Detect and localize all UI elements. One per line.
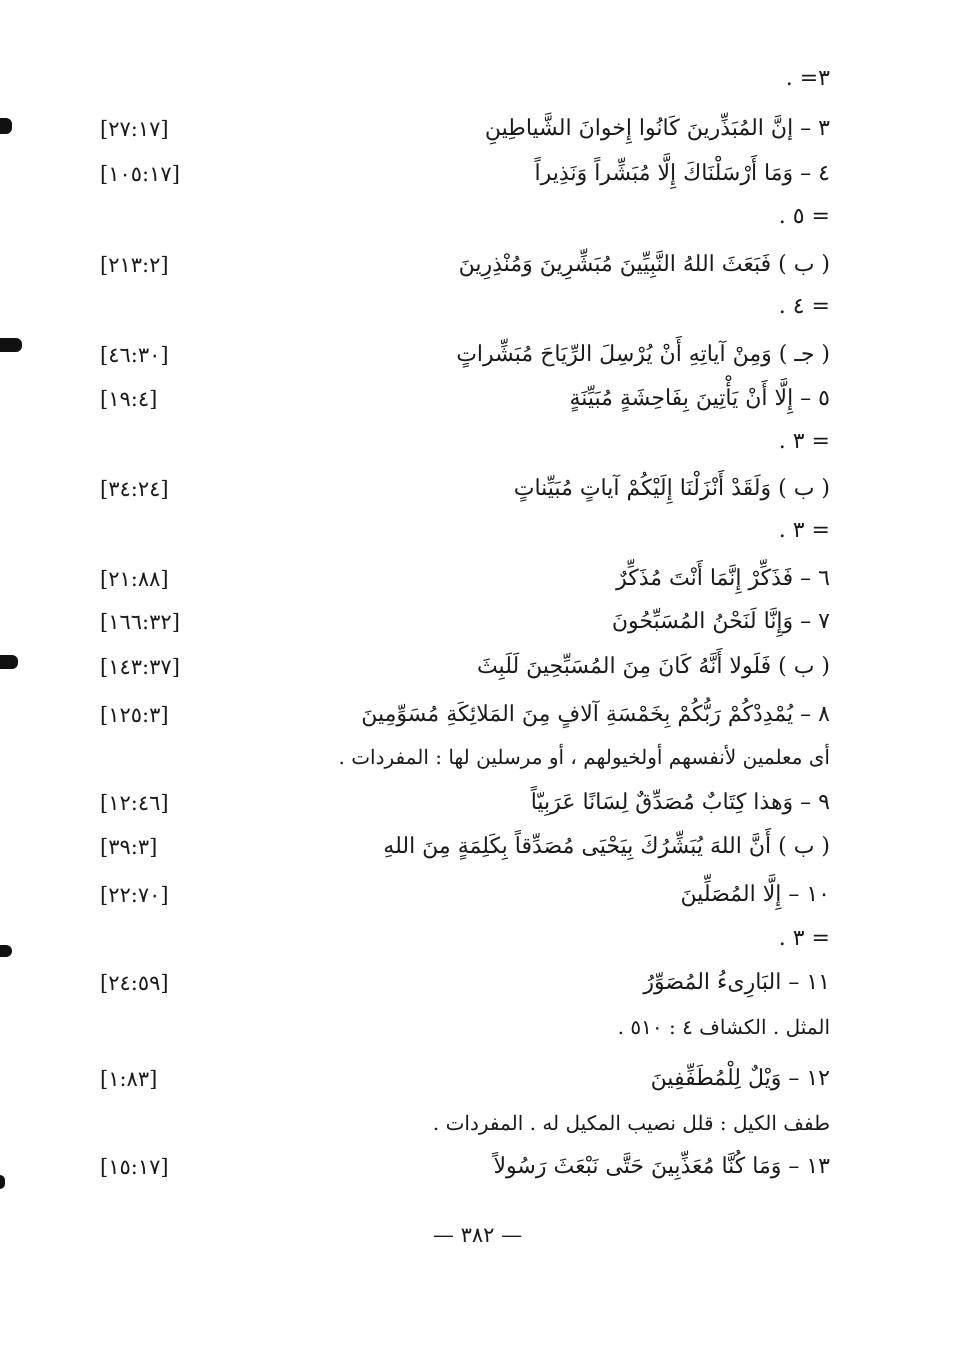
verse-line [100, 338, 830, 372]
verse-reference: [١٢٥:٣] [100, 703, 169, 727]
verse-text: ٥ – إِلَّا أَنْ يَأْتِينَ بِفَاحِشَةٍ مُبَيِّنَةٍ [569, 386, 830, 411]
verse-reference: [١٤٣:٣٧] [100, 655, 180, 679]
verse-line [100, 605, 830, 639]
verse-reference: [٢١:٨٨] [100, 567, 169, 591]
scan-mark [0, 1175, 5, 1189]
line-text: = ٣ . [778, 926, 830, 951]
verse-line [100, 157, 830, 191]
line-text: = ٣ . [778, 429, 830, 454]
text-line [100, 514, 830, 548]
verse-line [100, 650, 830, 684]
verse-text: ( جـ ) وَمِنْ آياتِهِ أَنْ يُرْسِلَ الرِّيَاحَ مُبَشِّراتٍ [456, 342, 830, 367]
verse-text: ٣ – إنَّ المُبَذِّرينَ كَانُوا إِخوانَ الشَّياطِينِ [484, 116, 830, 141]
verse-text: ( ب ) فَبَعَثَ اللهُ النَّبِيِّينَ مُبَشِّرِينَ وَمُنْذِرِينَ [458, 252, 830, 277]
note-text: أى معلمين لأنفسهم أولخيولهم ، أو مرسلين لها : المفردات . [338, 745, 830, 769]
verse-text: ٧ – وَإِنَّا لَنَحْنُ المُسَبِّحُونَ [611, 609, 830, 634]
note-line [100, 740, 830, 774]
verse-line [100, 698, 830, 732]
verse-line [100, 472, 830, 506]
scan-mark [0, 655, 18, 669]
verse-line [100, 112, 830, 146]
note-text: طفف الكيل : قلل نصيب المكيل له . المفردات . [432, 1111, 830, 1135]
verse-line [100, 562, 830, 596]
verse-text: ١٣ – وَمَا كُنَّا مُعَذِّبِينَ حَتَّى نَبْعَثَ رَسُولاً [493, 1154, 830, 1179]
verse-reference: [٣٤:٢٤] [100, 477, 169, 501]
verse-text: ١١ – البَارِىءُ المُصَوِّرُ [643, 970, 830, 995]
scan-mark [0, 945, 12, 957]
verse-reference: [١٠٥:١٧] [100, 162, 180, 186]
verse-reference: [٢٤:٥٩] [100, 971, 169, 995]
verse-line [100, 248, 830, 282]
verse-reference: [٢٧:١٧] [100, 117, 169, 141]
verse-text: ٦ – فَذَكِّرْ إِنَّمَا أَنْتَ مُذَكِّرٌ [616, 566, 830, 591]
text-line [100, 425, 830, 459]
verse-reference: [١:٨٣] [100, 1067, 158, 1091]
verse-reference: [١٢:٤٦] [100, 791, 169, 815]
verse-reference: [٢٢:٧٠] [100, 883, 169, 907]
text-line [100, 290, 830, 324]
verse-reference: [١٦٦:٣٢] [100, 610, 180, 634]
verse-reference: [١٥:١٧] [100, 1155, 169, 1179]
verse-line [100, 830, 830, 864]
line-text: = ٤ . [778, 294, 830, 319]
verse-text: ١٠ – إِلَّا المُصَلِّينَ [680, 882, 830, 907]
text-line [100, 62, 830, 96]
verse-line [100, 878, 830, 912]
verse-reference: [٤٦:٣٠] [100, 343, 169, 367]
line-text: = ٥ . [778, 204, 830, 229]
line-text: ٣= . [785, 66, 830, 91]
note-line [100, 1106, 830, 1140]
verse-line [100, 1062, 830, 1096]
verse-text: ٤ – وَمَا أَرْسَلْنَاكَ إِلَّا مُبَشِّراً وَنَذِيراً [534, 161, 830, 186]
verse-line [100, 382, 830, 416]
verse-text: ( ب ) فَلَولا أَنَّهُ كَانَ مِنَ المُسَبِّحِينَ لَلَبِثَ [476, 654, 830, 679]
line-text: = ٣ . [778, 518, 830, 543]
verse-line [100, 786, 830, 820]
verse-reference: [٢١٣:٢] [100, 253, 169, 277]
verse-text: ١٢ – وَيْلٌ لِلْمُطَفِّفِينَ [650, 1066, 830, 1091]
note-line [100, 1010, 830, 1044]
scan-mark [0, 338, 22, 352]
note-text: المثل . الكشاف ٤ : ٥١٠ . [617, 1015, 830, 1039]
verse-reference: [٣٩:٣] [100, 835, 158, 859]
verse-reference: [١٩:٤] [100, 387, 158, 411]
verse-text: ( ب ) وَلَقَدْ أَنْزَلْنَا إِلَيْكُمْ آياتٍ مُبَيِّناتٍ [513, 476, 830, 501]
page-number: — ٣٨٢ — [432, 1223, 523, 1247]
text-line [100, 200, 830, 234]
text-line [100, 922, 830, 956]
scan-mark [0, 118, 12, 134]
verse-line [100, 1150, 830, 1184]
verse-text: ٨ – يُمْدِدْكُمْ رَبُّكُمْ بِخَمْسَةِ آلافٍ مِنَ المَلائِكَةِ مُسَوِّمِينَ [361, 702, 830, 727]
verse-text: ( ب ) أَنَّ اللهَ يُبَشِّرُكَ بِيَحْيَى مُصَدِّقاً بِكَلِمَةٍ مِنَ اللهِ [383, 834, 830, 859]
verse-line [100, 966, 830, 1000]
verse-text: ٩ – وَهذا كِتَابٌ مُصَدِّقٌ لِسَانًا عَرَبِيّاً [530, 790, 830, 815]
